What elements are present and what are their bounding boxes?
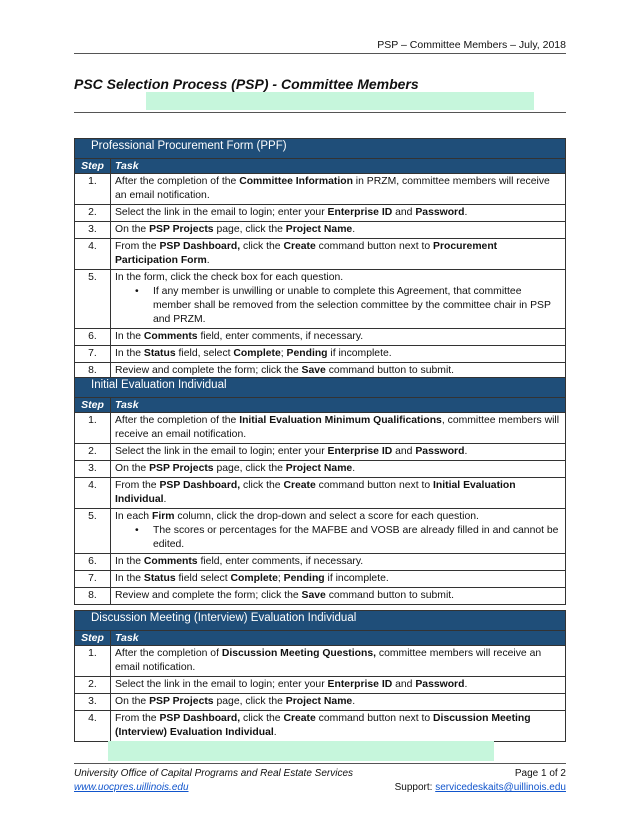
- task-text: [111, 646, 566, 677]
- bold-term: Pending: [283, 573, 325, 584]
- bold-term: PSP Dashboard,: [159, 241, 241, 252]
- bold-term: Save: [301, 590, 326, 601]
- bold-term: PSP Projects: [149, 696, 214, 707]
- task-text: [111, 461, 566, 478]
- task-text: [111, 554, 566, 571]
- text-run: command button next to: [315, 480, 434, 491]
- task-text: [111, 571, 566, 588]
- bold-term: Password: [415, 679, 465, 690]
- step-number: 2.: [75, 444, 111, 461]
- bold-term: Procurement Participation Form: [115, 241, 498, 266]
- text-run: Review and complete the form; click the: [115, 590, 302, 601]
- bold-term: Password: [415, 207, 465, 218]
- table-row: [75, 509, 566, 554]
- table-row: [75, 222, 566, 239]
- bold-term: Discussion Meeting Questions,: [221, 648, 377, 659]
- task-text: [111, 509, 566, 554]
- text-run: and: [392, 679, 416, 690]
- bullet-list: [115, 524, 561, 552]
- task-text: [111, 329, 566, 346]
- text-run: On the: [115, 463, 150, 474]
- text-run: On the: [115, 224, 150, 235]
- text-run: .: [464, 207, 468, 218]
- header-divider: [74, 53, 566, 54]
- text-run: click the: [240, 713, 284, 724]
- text-run: From the: [115, 713, 160, 724]
- bold-term: Project Name: [285, 463, 353, 474]
- text-run: and: [392, 207, 416, 218]
- task-text: [111, 174, 566, 205]
- text-run: committee members will receive an email notification.: [115, 648, 542, 673]
- table-row: [75, 174, 566, 205]
- task-text: [111, 270, 566, 329]
- text-run: command button next to: [315, 241, 434, 252]
- bold-term: Enterprise ID: [327, 679, 393, 690]
- text-run: .: [352, 463, 356, 474]
- step-number: 2.: [75, 205, 111, 222]
- step-number: 1.: [75, 413, 111, 444]
- text-run: if incomplete.: [327, 348, 392, 359]
- footer-website-link[interactable]: www.uocpres.uillinois.edu: [74, 782, 189, 793]
- footer-left: [74, 767, 353, 795]
- text-run: field, enter comments, if necessary.: [197, 331, 364, 342]
- bold-term: Create: [283, 241, 316, 252]
- bold-term: PSP Projects: [149, 463, 214, 474]
- step-number: 1.: [75, 646, 111, 677]
- section-title: Initial Evaluation Individual: [75, 378, 566, 398]
- table-row: [75, 270, 566, 329]
- support-line: [395, 781, 566, 795]
- text-run: command button to submit.: [325, 365, 455, 376]
- table-row: [75, 711, 566, 742]
- text-run: .: [352, 224, 356, 235]
- task-text: [111, 239, 566, 270]
- text-run: Review and complete the form; click the: [115, 365, 302, 376]
- text-run: If any member is unwilling or unable to complete this Agreement, that committee member shall be removed from the selection committee by the committee chair in PSP and PRZM.: [153, 286, 551, 325]
- text-run: Select the link in the email to login; enter your: [115, 446, 328, 457]
- step-number: 3.: [75, 694, 111, 711]
- step-number: 2.: [75, 677, 111, 694]
- task-text: [111, 478, 566, 509]
- bold-term: Project Name: [285, 224, 353, 235]
- text-run: ;: [280, 348, 287, 359]
- text-run: column, click the drop-down and select a score for each question.: [174, 511, 479, 522]
- task-column-header: Task: [111, 631, 566, 646]
- bold-term: Project Name: [285, 696, 353, 707]
- task-text: [111, 346, 566, 363]
- task-column-header: Task: [111, 159, 566, 174]
- task-text: [111, 444, 566, 461]
- table-row: [75, 694, 566, 711]
- step-number: 1.: [75, 174, 111, 205]
- bold-term: Status: [143, 573, 176, 584]
- bold-term: Firm: [151, 511, 175, 522]
- bold-term: Enterprise ID: [327, 446, 393, 457]
- step-number: 8.: [75, 363, 111, 380]
- table-row: [75, 677, 566, 694]
- text-run: After the completion of: [115, 648, 222, 659]
- table-row: [75, 646, 566, 677]
- bold-term: Initial Evaluation Individual: [115, 480, 516, 505]
- title-divider: [74, 112, 566, 113]
- section-title: Professional Procurement Form (PPF): [75, 139, 566, 159]
- text-run: .: [206, 255, 210, 266]
- table-row: [75, 444, 566, 461]
- table-row: [75, 346, 566, 363]
- bullet-item: [135, 524, 561, 552]
- text-run: In the: [115, 573, 144, 584]
- page-number: Page 1 of 2: [514, 768, 566, 779]
- support-email-link[interactable]: servicedeskaits@uillinois.edu: [435, 782, 566, 793]
- table-row: [75, 571, 566, 588]
- text-run: From the: [115, 480, 160, 491]
- step-number: 3.: [75, 461, 111, 478]
- text-run: , committee members will receive an email notification.: [115, 415, 560, 440]
- step-number: 6.: [75, 554, 111, 571]
- bold-term: Discussion Meeting (Interview) Evaluation Individual: [115, 713, 531, 738]
- text-run: In the form, click the check box for each question.: [115, 272, 344, 283]
- text-run: .: [464, 446, 468, 457]
- bold-term: PSP Dashboard,: [159, 480, 241, 491]
- text-run: After the completion of the: [115, 415, 240, 426]
- step-number: 4.: [75, 711, 111, 742]
- text-run: .: [352, 696, 356, 707]
- text-run: if incomplete.: [324, 573, 389, 584]
- text-run: command button next to: [315, 713, 434, 724]
- bullet-list: [115, 285, 561, 327]
- footer-org: University Office of Capital Programs and Real Estate Services: [74, 768, 353, 779]
- task-column-header: Task: [111, 398, 566, 413]
- text-run: click the: [240, 241, 284, 252]
- text-run: From the: [115, 241, 160, 252]
- bold-term: Complete: [230, 573, 278, 584]
- bold-term: Create: [283, 713, 316, 724]
- table-row: [75, 413, 566, 444]
- bold-term: Initial Evaluation Minimum Qualifications: [239, 415, 442, 426]
- bold-term: Pending: [286, 348, 328, 359]
- bullet-icon: •: [135, 286, 139, 297]
- table-row: [75, 478, 566, 509]
- text-run: Select the link in the email to login; enter your: [115, 207, 328, 218]
- bold-term: Comments: [143, 331, 198, 342]
- section-table: [74, 377, 566, 605]
- step-number: 3.: [75, 222, 111, 239]
- table-row: [75, 205, 566, 222]
- text-run: After the completion of the: [115, 176, 240, 187]
- bold-term: Committee Information: [239, 176, 353, 187]
- step-number: 4.: [75, 478, 111, 509]
- step-number: 5.: [75, 509, 111, 554]
- step-number: 7.: [75, 346, 111, 363]
- text-run: click the: [240, 480, 284, 491]
- page-title: PSC Selection Process (PSP) - Committee Members: [74, 76, 419, 92]
- bold-term: PSP Dashboard,: [159, 713, 241, 724]
- task-text: [111, 205, 566, 222]
- text-run: field select: [175, 573, 231, 584]
- bold-term: Create: [283, 480, 316, 491]
- text-run: field, select: [175, 348, 234, 359]
- step-column-header: Step: [75, 398, 111, 413]
- text-run: On the: [115, 696, 150, 707]
- step-number: 6.: [75, 329, 111, 346]
- text-run: In each: [115, 511, 152, 522]
- text-run: in PRZM, committee members will receive an email notification.: [115, 176, 550, 201]
- step-number: 7.: [75, 571, 111, 588]
- step-number: 4.: [75, 239, 111, 270]
- table-row: [75, 554, 566, 571]
- table-row: [75, 588, 566, 605]
- bold-term: Save: [301, 365, 326, 376]
- title-highlight-band: [146, 92, 534, 110]
- task-text: [111, 222, 566, 239]
- table-row: [75, 329, 566, 346]
- text-run: .: [273, 727, 277, 738]
- task-text: [111, 694, 566, 711]
- footer-right: [395, 767, 566, 795]
- bold-term: Status: [143, 348, 176, 359]
- header-text: PSP – Committee Members – July, 2018: [377, 39, 566, 51]
- bold-term: Enterprise ID: [327, 207, 393, 218]
- text-run: page, click the: [213, 224, 286, 235]
- step-number: 8.: [75, 588, 111, 605]
- text-run: In the: [115, 348, 144, 359]
- text-run: ;: [277, 573, 284, 584]
- step-column-header: Step: [75, 159, 111, 174]
- text-run: page, click the: [213, 696, 286, 707]
- step-column-header: Step: [75, 631, 111, 646]
- section-title: Discussion Meeting (Interview) Evaluation Individual: [75, 611, 566, 631]
- text-run: field, enter comments, if necessary.: [197, 556, 364, 567]
- task-text: [111, 711, 566, 742]
- section-table: [74, 610, 566, 742]
- section-table: [74, 138, 566, 380]
- bullet-item: [135, 285, 561, 327]
- bold-term: Password: [415, 446, 465, 457]
- text-run: page, click the: [213, 463, 286, 474]
- bold-term: Comments: [143, 556, 198, 567]
- text-run: and: [392, 446, 416, 457]
- bullet-icon: •: [135, 525, 139, 536]
- table-row: [75, 461, 566, 478]
- step-number: 5.: [75, 270, 111, 329]
- text-run: The scores or percentages for the MAFBE and VOSB are already filled in and cannot be edited.: [153, 525, 559, 550]
- task-text: [111, 677, 566, 694]
- task-text: [111, 413, 566, 444]
- support-label: Support:: [394, 782, 436, 793]
- text-run: In the: [115, 331, 144, 342]
- footer-highlight-band: [108, 741, 494, 761]
- task-text: [111, 588, 566, 605]
- text-run: command button to submit.: [325, 590, 455, 601]
- table-row: [75, 239, 566, 270]
- text-run: Select the link in the email to login; enter your: [115, 679, 328, 690]
- text-run: .: [163, 494, 167, 505]
- footer-divider: [74, 763, 566, 764]
- text-run: .: [464, 679, 468, 690]
- bold-term: PSP Projects: [149, 224, 214, 235]
- text-run: In the: [115, 556, 144, 567]
- bold-term: Complete: [233, 348, 281, 359]
